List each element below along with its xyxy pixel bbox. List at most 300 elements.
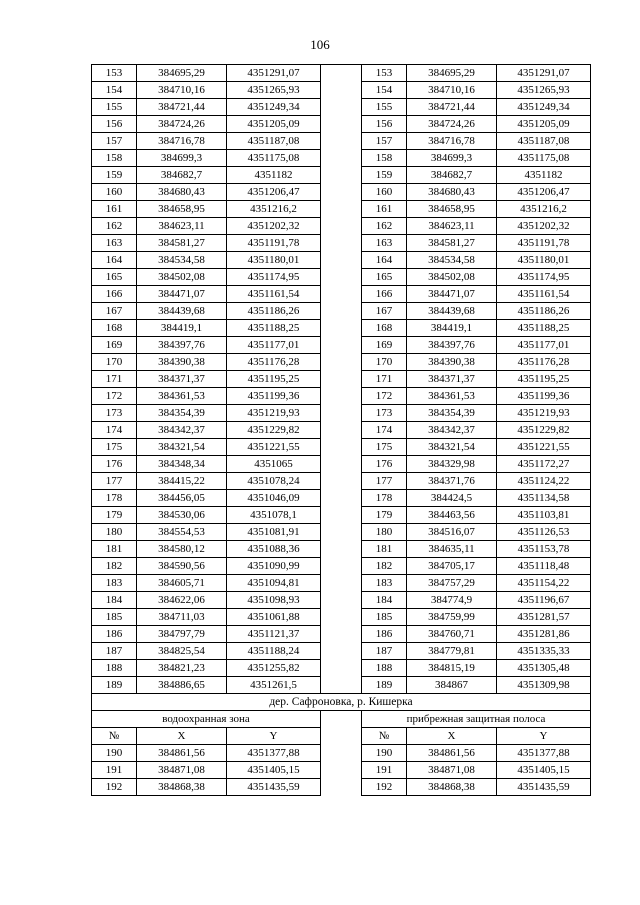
- left-coord-x: 384580,12: [137, 541, 227, 558]
- left-coord-y: 4351078,1: [227, 507, 321, 524]
- right-coord-y: 4351161,54: [497, 286, 591, 303]
- left-point-number: 163: [92, 235, 137, 252]
- left-point-number: 191: [92, 762, 137, 779]
- left-point-number: 178: [92, 490, 137, 507]
- column-gap: [321, 779, 362, 796]
- right-coord-y: 4351206,47: [497, 184, 591, 201]
- right-point-number: 158: [362, 150, 407, 167]
- left-coord-x: 384471,07: [137, 286, 227, 303]
- column-gap: [321, 167, 362, 184]
- right-point-number: 154: [362, 82, 407, 99]
- left-coord-y: 4351261,5: [227, 677, 321, 694]
- table-row: [92, 609, 591, 626]
- right-point-number: 191: [362, 762, 407, 779]
- right-point-number: 175: [362, 439, 407, 456]
- right-coord-x: 384871,08: [407, 762, 497, 779]
- table-row: [92, 626, 591, 643]
- header-x: X: [407, 728, 497, 745]
- left-coord-x: 384868,38: [137, 779, 227, 796]
- left-coord-y: 4351191,78: [227, 235, 321, 252]
- column-gap: [321, 490, 362, 507]
- right-point-number: 164: [362, 252, 407, 269]
- table-row: [92, 235, 591, 252]
- left-point-number: 187: [92, 643, 137, 660]
- column-gap: [321, 133, 362, 150]
- column-gap: [321, 150, 362, 167]
- column-gap: [321, 524, 362, 541]
- right-coord-x: 384635,11: [407, 541, 497, 558]
- right-coord-x: 384354,39: [407, 405, 497, 422]
- right-coord-y: 4351305,48: [497, 660, 591, 677]
- right-coord-y: 4351216,2: [497, 201, 591, 218]
- column-gap: [321, 677, 362, 694]
- table-row: [92, 745, 591, 762]
- left-coord-x: 384342,37: [137, 422, 227, 439]
- left-point-number: 175: [92, 439, 137, 456]
- left-coord-y: 4351249,34: [227, 99, 321, 116]
- table-row: [92, 473, 591, 490]
- left-coord-y: 4351187,08: [227, 133, 321, 150]
- right-coord-x: 384329,98: [407, 456, 497, 473]
- column-gap: [321, 388, 362, 405]
- right-coord-y: 4351124,22: [497, 473, 591, 490]
- right-coord-y: 4351187,08: [497, 133, 591, 150]
- left-coord-x: 384354,39: [137, 405, 227, 422]
- column-gap: [321, 626, 362, 643]
- right-coord-x: 384471,07: [407, 286, 497, 303]
- right-point-number: 153: [362, 65, 407, 82]
- left-coord-x: 384581,27: [137, 235, 227, 252]
- column-gap: [321, 320, 362, 337]
- right-point-number: 184: [362, 592, 407, 609]
- section-title: дер. Сафроновка, р. Кишерка: [92, 694, 591, 711]
- left-point-number: 170: [92, 354, 137, 371]
- table-row: [92, 354, 591, 371]
- left-coord-x: 384530,06: [137, 507, 227, 524]
- left-coord-y: 4351229,82: [227, 422, 321, 439]
- left-coord-x: 384348,34: [137, 456, 227, 473]
- column-gap: [321, 65, 362, 82]
- right-point-number: 163: [362, 235, 407, 252]
- left-coord-x: 384605,71: [137, 575, 227, 592]
- right-zone-label: прибрежная защитная полоса: [362, 711, 591, 728]
- column-gap: [321, 711, 362, 728]
- left-coord-y: 4351161,54: [227, 286, 321, 303]
- right-coord-x: 384716,78: [407, 133, 497, 150]
- table-row: [92, 252, 591, 269]
- table-row: [92, 779, 591, 796]
- right-point-number: 172: [362, 388, 407, 405]
- table-row: [92, 65, 591, 82]
- left-coord-y: 4351078,24: [227, 473, 321, 490]
- right-coord-x: 384371,37: [407, 371, 497, 388]
- left-coord-y: 4351121,37: [227, 626, 321, 643]
- right-point-number: 183: [362, 575, 407, 592]
- right-point-number: 170: [362, 354, 407, 371]
- right-coord-x: 384534,58: [407, 252, 497, 269]
- left-coord-y: 4351435,59: [227, 779, 321, 796]
- column-gap: [321, 303, 362, 320]
- table-row: [92, 201, 591, 218]
- left-point-number: 182: [92, 558, 137, 575]
- left-point-number: 154: [92, 82, 137, 99]
- right-coord-y: 4351195,25: [497, 371, 591, 388]
- column-gap: [321, 762, 362, 779]
- right-point-number: 189: [362, 677, 407, 694]
- left-point-number: 169: [92, 337, 137, 354]
- left-coord-x: 384622,06: [137, 592, 227, 609]
- left-coord-x: 384419,1: [137, 320, 227, 337]
- right-coord-x: 384710,16: [407, 82, 497, 99]
- left-coord-x: 384695,29: [137, 65, 227, 82]
- header-y: Y: [497, 728, 591, 745]
- left-coord-y: 4351175,08: [227, 150, 321, 167]
- left-coord-y: 4351405,15: [227, 762, 321, 779]
- table-row: [92, 388, 591, 405]
- table-row: [92, 167, 591, 184]
- column-gap: [321, 643, 362, 660]
- table-row: [92, 507, 591, 524]
- column-gap: [321, 371, 362, 388]
- left-coord-y: 4351255,82: [227, 660, 321, 677]
- right-coord-y: 4351174,95: [497, 269, 591, 286]
- right-point-number: 182: [362, 558, 407, 575]
- left-coord-y: 4351188,24: [227, 643, 321, 660]
- right-point-number: 160: [362, 184, 407, 201]
- left-coord-y: 4351188,25: [227, 320, 321, 337]
- column-gap: [321, 405, 362, 422]
- left-point-number: 181: [92, 541, 137, 558]
- header-number: №: [362, 728, 407, 745]
- left-point-number: 155: [92, 99, 137, 116]
- table-row: [92, 371, 591, 388]
- column-gap: [321, 592, 362, 609]
- column-gap: [321, 201, 362, 218]
- right-coord-y: 4351177,01: [497, 337, 591, 354]
- right-coord-x: 384658,95: [407, 201, 497, 218]
- left-coord-y: 4351065: [227, 456, 321, 473]
- left-coord-x: 384534,58: [137, 252, 227, 269]
- right-coord-x: 384682,7: [407, 167, 497, 184]
- right-coord-y: 4351377,88: [497, 745, 591, 762]
- right-coord-x: 384463,56: [407, 507, 497, 524]
- right-point-number: 185: [362, 609, 407, 626]
- left-coord-y: 4351221,55: [227, 439, 321, 456]
- right-point-number: 165: [362, 269, 407, 286]
- right-point-number: 176: [362, 456, 407, 473]
- left-coord-x: 384623,11: [137, 218, 227, 235]
- right-point-number: 171: [362, 371, 407, 388]
- left-point-number: 164: [92, 252, 137, 269]
- right-coord-x: 384581,27: [407, 235, 497, 252]
- column-gap: [321, 439, 362, 456]
- table-row: [92, 269, 591, 286]
- right-coord-y: 4351182: [497, 167, 591, 184]
- right-coord-y: 4351202,32: [497, 218, 591, 235]
- right-coord-x: 384867: [407, 677, 497, 694]
- right-coord-x: 384759,99: [407, 609, 497, 626]
- left-coord-y: 4351174,95: [227, 269, 321, 286]
- left-coord-x: 384502,08: [137, 269, 227, 286]
- table-row: [92, 218, 591, 235]
- table-row: [92, 762, 591, 779]
- right-coord-x: 384705,17: [407, 558, 497, 575]
- table-row: [92, 320, 591, 337]
- left-coord-x: 384415,22: [137, 473, 227, 490]
- right-point-number: 169: [362, 337, 407, 354]
- left-point-number: 173: [92, 405, 137, 422]
- right-point-number: 174: [362, 422, 407, 439]
- right-coord-y: 4351126,53: [497, 524, 591, 541]
- column-gap: [321, 252, 362, 269]
- column-gap: [321, 745, 362, 762]
- right-coord-x: 384361,53: [407, 388, 497, 405]
- column-gap: [321, 286, 362, 303]
- right-coord-x: 384760,71: [407, 626, 497, 643]
- left-point-number: 157: [92, 133, 137, 150]
- left-coord-x: 384371,37: [137, 371, 227, 388]
- left-point-number: 177: [92, 473, 137, 490]
- right-point-number: 168: [362, 320, 407, 337]
- right-coord-y: 4351176,28: [497, 354, 591, 371]
- left-coord-x: 384658,95: [137, 201, 227, 218]
- left-point-number: 162: [92, 218, 137, 235]
- table-row: [92, 677, 591, 694]
- right-coord-x: 384779,81: [407, 643, 497, 660]
- table-row: [92, 405, 591, 422]
- left-point-number: 174: [92, 422, 137, 439]
- right-point-number: 181: [362, 541, 407, 558]
- left-point-number: 179: [92, 507, 137, 524]
- column-gap: [321, 337, 362, 354]
- left-coord-y: 4351206,47: [227, 184, 321, 201]
- right-coord-x: 384516,07: [407, 524, 497, 541]
- column-gap: [321, 728, 362, 745]
- left-coord-x: 384361,53: [137, 388, 227, 405]
- right-coord-y: 4351249,34: [497, 99, 591, 116]
- table-row: [92, 337, 591, 354]
- column-gap: [321, 575, 362, 592]
- right-coord-x: 384397,76: [407, 337, 497, 354]
- left-coord-y: 4351180,01: [227, 252, 321, 269]
- right-coord-y: 4351154,22: [497, 575, 591, 592]
- left-point-number: 171: [92, 371, 137, 388]
- right-coord-y: 4351191,78: [497, 235, 591, 252]
- right-point-number: 173: [362, 405, 407, 422]
- right-coord-y: 4351265,93: [497, 82, 591, 99]
- right-point-number: 190: [362, 745, 407, 762]
- left-point-number: 159: [92, 167, 137, 184]
- right-coord-x: 384419,1: [407, 320, 497, 337]
- right-point-number: 177: [362, 473, 407, 490]
- right-coord-x: 384699,3: [407, 150, 497, 167]
- left-point-number: 185: [92, 609, 137, 626]
- table-row: [92, 184, 591, 201]
- coordinates-table: [91, 64, 591, 796]
- left-coord-x: 384710,16: [137, 82, 227, 99]
- column-gap: [321, 558, 362, 575]
- left-point-number: 153: [92, 65, 137, 82]
- left-point-number: 165: [92, 269, 137, 286]
- left-coord-y: 4351199,36: [227, 388, 321, 405]
- left-coord-y: 4351088,36: [227, 541, 321, 558]
- left-zone-label: водоохранная зона: [92, 711, 321, 728]
- left-coord-x: 384886,65: [137, 677, 227, 694]
- left-point-number: 168: [92, 320, 137, 337]
- right-coord-y: 4351153,78: [497, 541, 591, 558]
- column-gap: [321, 218, 362, 235]
- right-point-number: 188: [362, 660, 407, 677]
- left-coord-y: 4351219,93: [227, 405, 321, 422]
- header-number: №: [92, 728, 137, 745]
- right-coord-y: 4351435,59: [497, 779, 591, 796]
- right-coord-y: 4351188,25: [497, 320, 591, 337]
- left-point-number: 189: [92, 677, 137, 694]
- table-row: [92, 558, 591, 575]
- right-coord-y: 4351405,15: [497, 762, 591, 779]
- column-gap: [321, 235, 362, 252]
- left-coord-y: 4351195,25: [227, 371, 321, 388]
- right-coord-y: 4351180,01: [497, 252, 591, 269]
- right-coord-x: 384680,43: [407, 184, 497, 201]
- left-coord-x: 384390,38: [137, 354, 227, 371]
- left-coord-x: 384590,56: [137, 558, 227, 575]
- left-point-number: 186: [92, 626, 137, 643]
- right-coord-x: 384390,38: [407, 354, 497, 371]
- table-row: [92, 422, 591, 439]
- right-coord-y: 4351103,81: [497, 507, 591, 524]
- left-point-number: 192: [92, 779, 137, 796]
- table-row: [92, 150, 591, 167]
- table-row: [92, 575, 591, 592]
- right-point-number: 156: [362, 116, 407, 133]
- header-x: X: [137, 728, 227, 745]
- left-coord-x: 384797,79: [137, 626, 227, 643]
- left-coord-y: 4351098,93: [227, 592, 321, 609]
- column-gap: [321, 82, 362, 99]
- left-coord-x: 384397,76: [137, 337, 227, 354]
- right-coord-x: 384861,56: [407, 745, 497, 762]
- right-point-number: 178: [362, 490, 407, 507]
- table-row: [92, 660, 591, 677]
- right-coord-x: 384695,29: [407, 65, 497, 82]
- left-coord-y: 4351265,93: [227, 82, 321, 99]
- right-coord-y: 4351172,27: [497, 456, 591, 473]
- right-coord-x: 384623,11: [407, 218, 497, 235]
- right-coord-y: 4351281,57: [497, 609, 591, 626]
- left-coord-x: 384699,3: [137, 150, 227, 167]
- left-coord-y: 4351291,07: [227, 65, 321, 82]
- left-coord-x: 384721,44: [137, 99, 227, 116]
- right-coord-y: 4351175,08: [497, 150, 591, 167]
- left-point-number: 180: [92, 524, 137, 541]
- right-coord-x: 384774,9: [407, 592, 497, 609]
- left-coord-y: 4351377,88: [227, 745, 321, 762]
- right-coord-x: 384321,54: [407, 439, 497, 456]
- left-point-number: 161: [92, 201, 137, 218]
- right-point-number: 180: [362, 524, 407, 541]
- left-coord-y: 4351205,09: [227, 116, 321, 133]
- right-coord-y: 4351219,93: [497, 405, 591, 422]
- right-point-number: 162: [362, 218, 407, 235]
- left-coord-x: 384724,26: [137, 116, 227, 133]
- column-gap: [321, 660, 362, 677]
- table-row: [92, 116, 591, 133]
- right-point-number: 187: [362, 643, 407, 660]
- left-coord-y: 4351090,99: [227, 558, 321, 575]
- right-point-number: 192: [362, 779, 407, 796]
- right-coord-y: 4351291,07: [497, 65, 591, 82]
- right-point-number: 161: [362, 201, 407, 218]
- column-gap: [321, 507, 362, 524]
- table-row: [92, 456, 591, 473]
- right-point-number: 159: [362, 167, 407, 184]
- right-point-number: 166: [362, 286, 407, 303]
- right-coord-y: 4351199,36: [497, 388, 591, 405]
- left-coord-x: 384821,23: [137, 660, 227, 677]
- left-coord-y: 4351094,81: [227, 575, 321, 592]
- left-coord-y: 4351182: [227, 167, 321, 184]
- left-point-number: 183: [92, 575, 137, 592]
- column-gap: [321, 473, 362, 490]
- right-coord-y: 4351196,67: [497, 592, 591, 609]
- right-coord-x: 384439,68: [407, 303, 497, 320]
- right-point-number: 167: [362, 303, 407, 320]
- right-coord-x: 384371,76: [407, 473, 497, 490]
- right-coord-y: 4351134,58: [497, 490, 591, 507]
- right-coord-y: 4351229,82: [497, 422, 591, 439]
- left-coord-x: 384861,56: [137, 745, 227, 762]
- left-coord-y: 4351176,28: [227, 354, 321, 371]
- left-coord-x: 384456,05: [137, 490, 227, 507]
- table-row: [92, 643, 591, 660]
- right-coord-y: 4351205,09: [497, 116, 591, 133]
- table-row: [92, 99, 591, 116]
- left-coord-x: 384554,53: [137, 524, 227, 541]
- column-gap: [321, 609, 362, 626]
- right-coord-y: 4351281,86: [497, 626, 591, 643]
- left-coord-y: 4351216,2: [227, 201, 321, 218]
- right-coord-x: 384868,38: [407, 779, 497, 796]
- left-coord-x: 384825,54: [137, 643, 227, 660]
- column-gap: [321, 269, 362, 286]
- column-gap: [321, 99, 362, 116]
- column-gap: [321, 541, 362, 558]
- right-coord-x: 384757,29: [407, 575, 497, 592]
- left-coord-x: 384682,7: [137, 167, 227, 184]
- left-coord-x: 384680,43: [137, 184, 227, 201]
- left-coord-y: 4351202,32: [227, 218, 321, 235]
- right-coord-x: 384724,26: [407, 116, 497, 133]
- table-row: [92, 524, 591, 541]
- left-point-number: 176: [92, 456, 137, 473]
- right-coord-y: 4351221,55: [497, 439, 591, 456]
- header-y: Y: [227, 728, 321, 745]
- table-row: [92, 541, 591, 558]
- column-gap: [321, 354, 362, 371]
- left-point-number: 156: [92, 116, 137, 133]
- table-row: [92, 286, 591, 303]
- right-coord-x: 384815,19: [407, 660, 497, 677]
- left-coord-y: 4351186,26: [227, 303, 321, 320]
- right-coord-y: 4351186,26: [497, 303, 591, 320]
- page-number: 106: [310, 37, 330, 52]
- left-point-number: 167: [92, 303, 137, 320]
- table-row: [92, 439, 591, 456]
- left-point-number: 184: [92, 592, 137, 609]
- table-row: [92, 133, 591, 150]
- left-point-number: 172: [92, 388, 137, 405]
